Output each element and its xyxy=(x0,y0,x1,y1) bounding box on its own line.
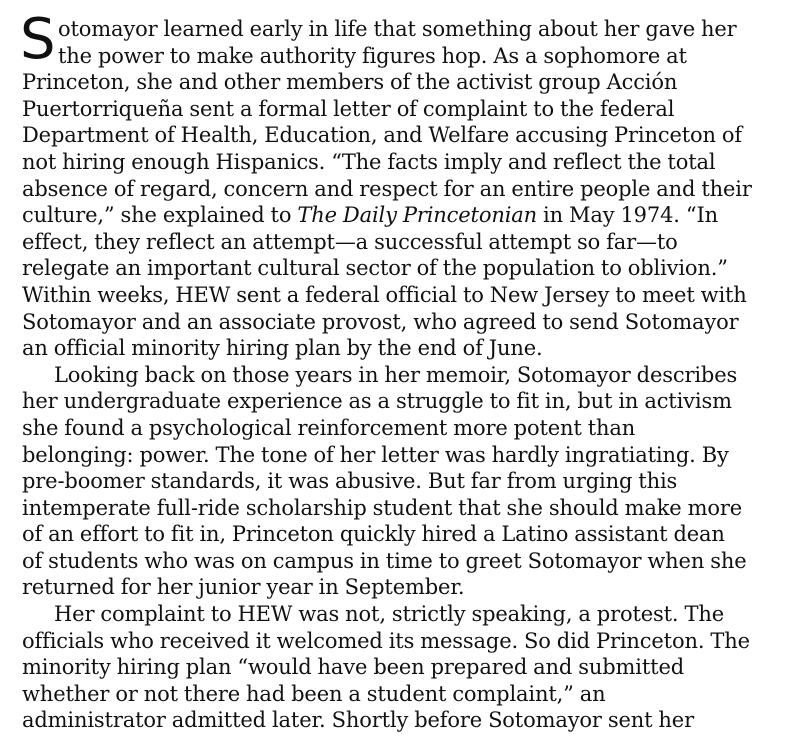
text-line: the power to make authority figures hop. As a sophomore at xyxy=(58,43,687,68)
text-line: belonging: power. The tone of her letter was hardly ingratiating. By xyxy=(22,442,729,467)
paragraph-start-line: Looking back on those years in her memoir, Sotomayor describes xyxy=(54,362,738,387)
text-line: Princeton, she and other members of the activist group Acción xyxy=(22,70,678,95)
text-segment: in May 1974. “In xyxy=(537,203,718,228)
paragraph-start-line: Her complaint to HEW was not, strictly speaking, a protest. The xyxy=(54,602,724,627)
publication-title: The Daily Princetonian xyxy=(297,203,538,228)
text-line: intemperate full-ride scholarship student that she should make more xyxy=(22,495,743,520)
text-line: Department of Health, Education, and Welfare accusing Princeton of xyxy=(22,123,743,148)
text-line: absence of regard, concern and respect for an entire people and their xyxy=(22,176,752,201)
text-line: of an effort to fit in, Princeton quickly hired a Latino assistant dean xyxy=(22,522,725,547)
drop-cap: S xyxy=(20,7,56,72)
text-line: minority hiring plan “would have been prepared and submitted xyxy=(22,655,685,680)
text-line: administrator admitted later. Shortly before Sotomayor sent her xyxy=(22,708,694,733)
text-line: Within weeks, HEW sent a federal official to New Jersey to meet with xyxy=(22,282,747,307)
text-segment: culture,” she explained to xyxy=(22,203,298,228)
text-line: whether or not there had been a student complaint,” an xyxy=(22,681,606,706)
text-line: officials who received it welcomed its message. So did Princeton. The xyxy=(22,628,750,653)
text-line: pre-boomer standards, it was abusive. But far from urging this xyxy=(22,469,678,494)
text-line: her undergraduate experience as a struggle to fit in, but in activism xyxy=(22,389,732,414)
text-line: Sotomayor and an associate provost, who agreed to send Sotomayor xyxy=(22,309,739,334)
text-line xyxy=(22,202,777,229)
text-line: she found a psychological reinforcement more potent than xyxy=(22,415,636,440)
text-line: relegate an important cultural sector of the population to oblivion.” xyxy=(22,256,728,281)
text-line: effect, they reflect an attempt—a successful attempt so far—to xyxy=(22,229,678,254)
text-line: Puertorriqueña sent a formal letter of complaint to the federal xyxy=(22,96,675,121)
text-line: not hiring enough Hispanics. “The facts imply and reflect the total xyxy=(22,149,716,174)
text-line: returned for her junior year in September. xyxy=(22,575,465,600)
text-line: of students who was on campus in time to greet Sotomayor when she xyxy=(22,548,747,573)
text-line: otomayor learned early in life that something about her gave her xyxy=(58,17,737,41)
text-line: an official minority hiring plan by the end of June. xyxy=(22,336,543,361)
